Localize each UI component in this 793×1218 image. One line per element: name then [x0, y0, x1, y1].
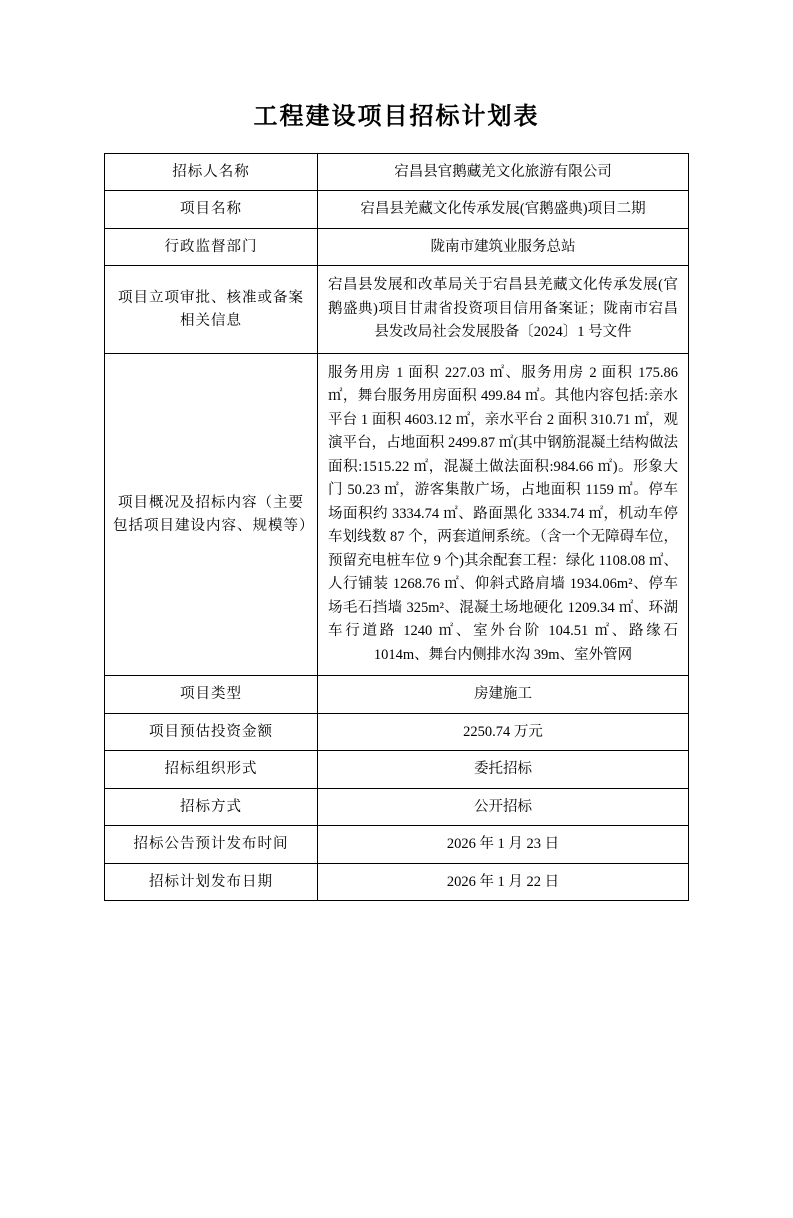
table-row	[105, 751, 689, 788]
row-value: 宕昌县羌藏文化传承发展(官鹅盛典)项目二期	[360, 201, 646, 218]
row-value: 陇南市建筑业服务总站	[430, 238, 576, 255]
table-row	[105, 154, 689, 191]
row-value-cell	[318, 228, 689, 265]
table-row	[105, 863, 689, 900]
table-row	[105, 228, 689, 265]
row-label: 招标计划发布日期	[149, 873, 273, 890]
row-label-cell	[105, 713, 318, 750]
table-row	[105, 191, 689, 228]
row-label: 项目概况及招标内容（主要包括项目建设内容、规模等）	[113, 495, 315, 534]
row-label-cell	[105, 751, 318, 788]
row-label-cell	[105, 154, 318, 191]
row-value: 2026 年 1 月 22 日	[446, 873, 560, 890]
table-row	[105, 713, 689, 750]
row-value: 公开招标	[474, 798, 532, 815]
row-label: 项目立项审批、核准或备案相关信息	[118, 290, 304, 329]
row-label: 招标组织形式	[164, 761, 258, 778]
row-value-cell	[318, 788, 689, 825]
row-label-cell	[105, 353, 318, 675]
row-value-cell	[318, 826, 689, 863]
row-value: 服务用房 1 面积 227.03 ㎡、服务用房 2 面积 175.86 ㎡，舞台服务用房面积 499.84 ㎡。其他内容包括:亲水平台 1 面积 4603.12 ㎡，亲水平台 2 面积 310.71 ㎡，观演平台，占地面积 2499.87 ㎡(其中钢筋混凝土结构做法面积:1515.22 ㎡，混凝土做法面积:984.66 ㎡)。形象大门 50.23 ㎡，游客集散广场，占地面积 1159 ㎡。停车场面积约 3334.74 ㎡、路面黑化 3334.74 ㎡，机动车停车划线数 87 个，两套道闸系统。（含一个无障碍车位，预留充电桩车位 9 个)其余配套工程：绿化 1108.08 ㎡、人行铺装 1268.76 ㎡、仰斜式路肩墙 1934.06m²、停车场毛石挡墙 325m²、混凝土场地硬化 1209.34 ㎡、环湖车行道路 1240 ㎡、室外台阶 104.51 ㎡、路缘石 1014m、舞台内侧排水沟 39m、室外管网	[328, 364, 678, 663]
table-row	[105, 826, 689, 863]
row-label: 招标人名称	[172, 164, 250, 180]
table-row	[105, 266, 689, 353]
row-label-cell	[105, 863, 318, 900]
table-row	[105, 676, 689, 713]
row-value-cell	[318, 676, 689, 713]
row-value: 宕昌县发展和改革局关于宕昌县羌藏文化传承发展(官鹅盛典)项目甘肃省投资项目信用备案证；陇南市宕昌县发改局社会发展股备〔2024〕1 号文件	[328, 277, 678, 341]
row-value-cell	[318, 863, 689, 900]
table-body	[105, 154, 689, 901]
row-label-cell	[105, 228, 318, 265]
row-value: 宕昌县官鹅藏羌文化旅游有限公司	[394, 164, 612, 180]
row-label-cell	[105, 191, 318, 228]
row-value-cell	[318, 154, 689, 191]
row-label-cell	[105, 676, 318, 713]
row-value-cell	[318, 191, 689, 228]
document-page	[0, 96, 793, 1218]
row-label: 招标公告预计发布时间	[133, 836, 289, 853]
row-label: 项目类型	[180, 686, 242, 703]
row-value-cell	[318, 713, 689, 750]
row-value-cell	[318, 266, 689, 353]
row-label: 项目预估投资金额	[149, 723, 273, 740]
table-row	[105, 353, 689, 675]
page-title: 工程建设项目招标计划表	[253, 103, 540, 130]
row-label-cell	[105, 826, 318, 863]
row-value: 房建施工	[474, 686, 532, 703]
bidding-plan-table	[104, 153, 689, 901]
row-value: 委托招标	[474, 761, 532, 778]
row-label-cell	[105, 266, 318, 353]
row-value-cell	[318, 751, 689, 788]
table-row	[105, 788, 689, 825]
row-value: 2250.74 万元	[463, 723, 543, 740]
row-label: 项目名称	[180, 201, 242, 218]
row-label: 招标方式	[180, 798, 242, 815]
row-value-cell	[318, 353, 689, 675]
row-value: 2026 年 1 月 23 日	[446, 836, 560, 853]
row-label-cell	[105, 788, 318, 825]
row-label: 行政监督部门	[164, 238, 258, 255]
